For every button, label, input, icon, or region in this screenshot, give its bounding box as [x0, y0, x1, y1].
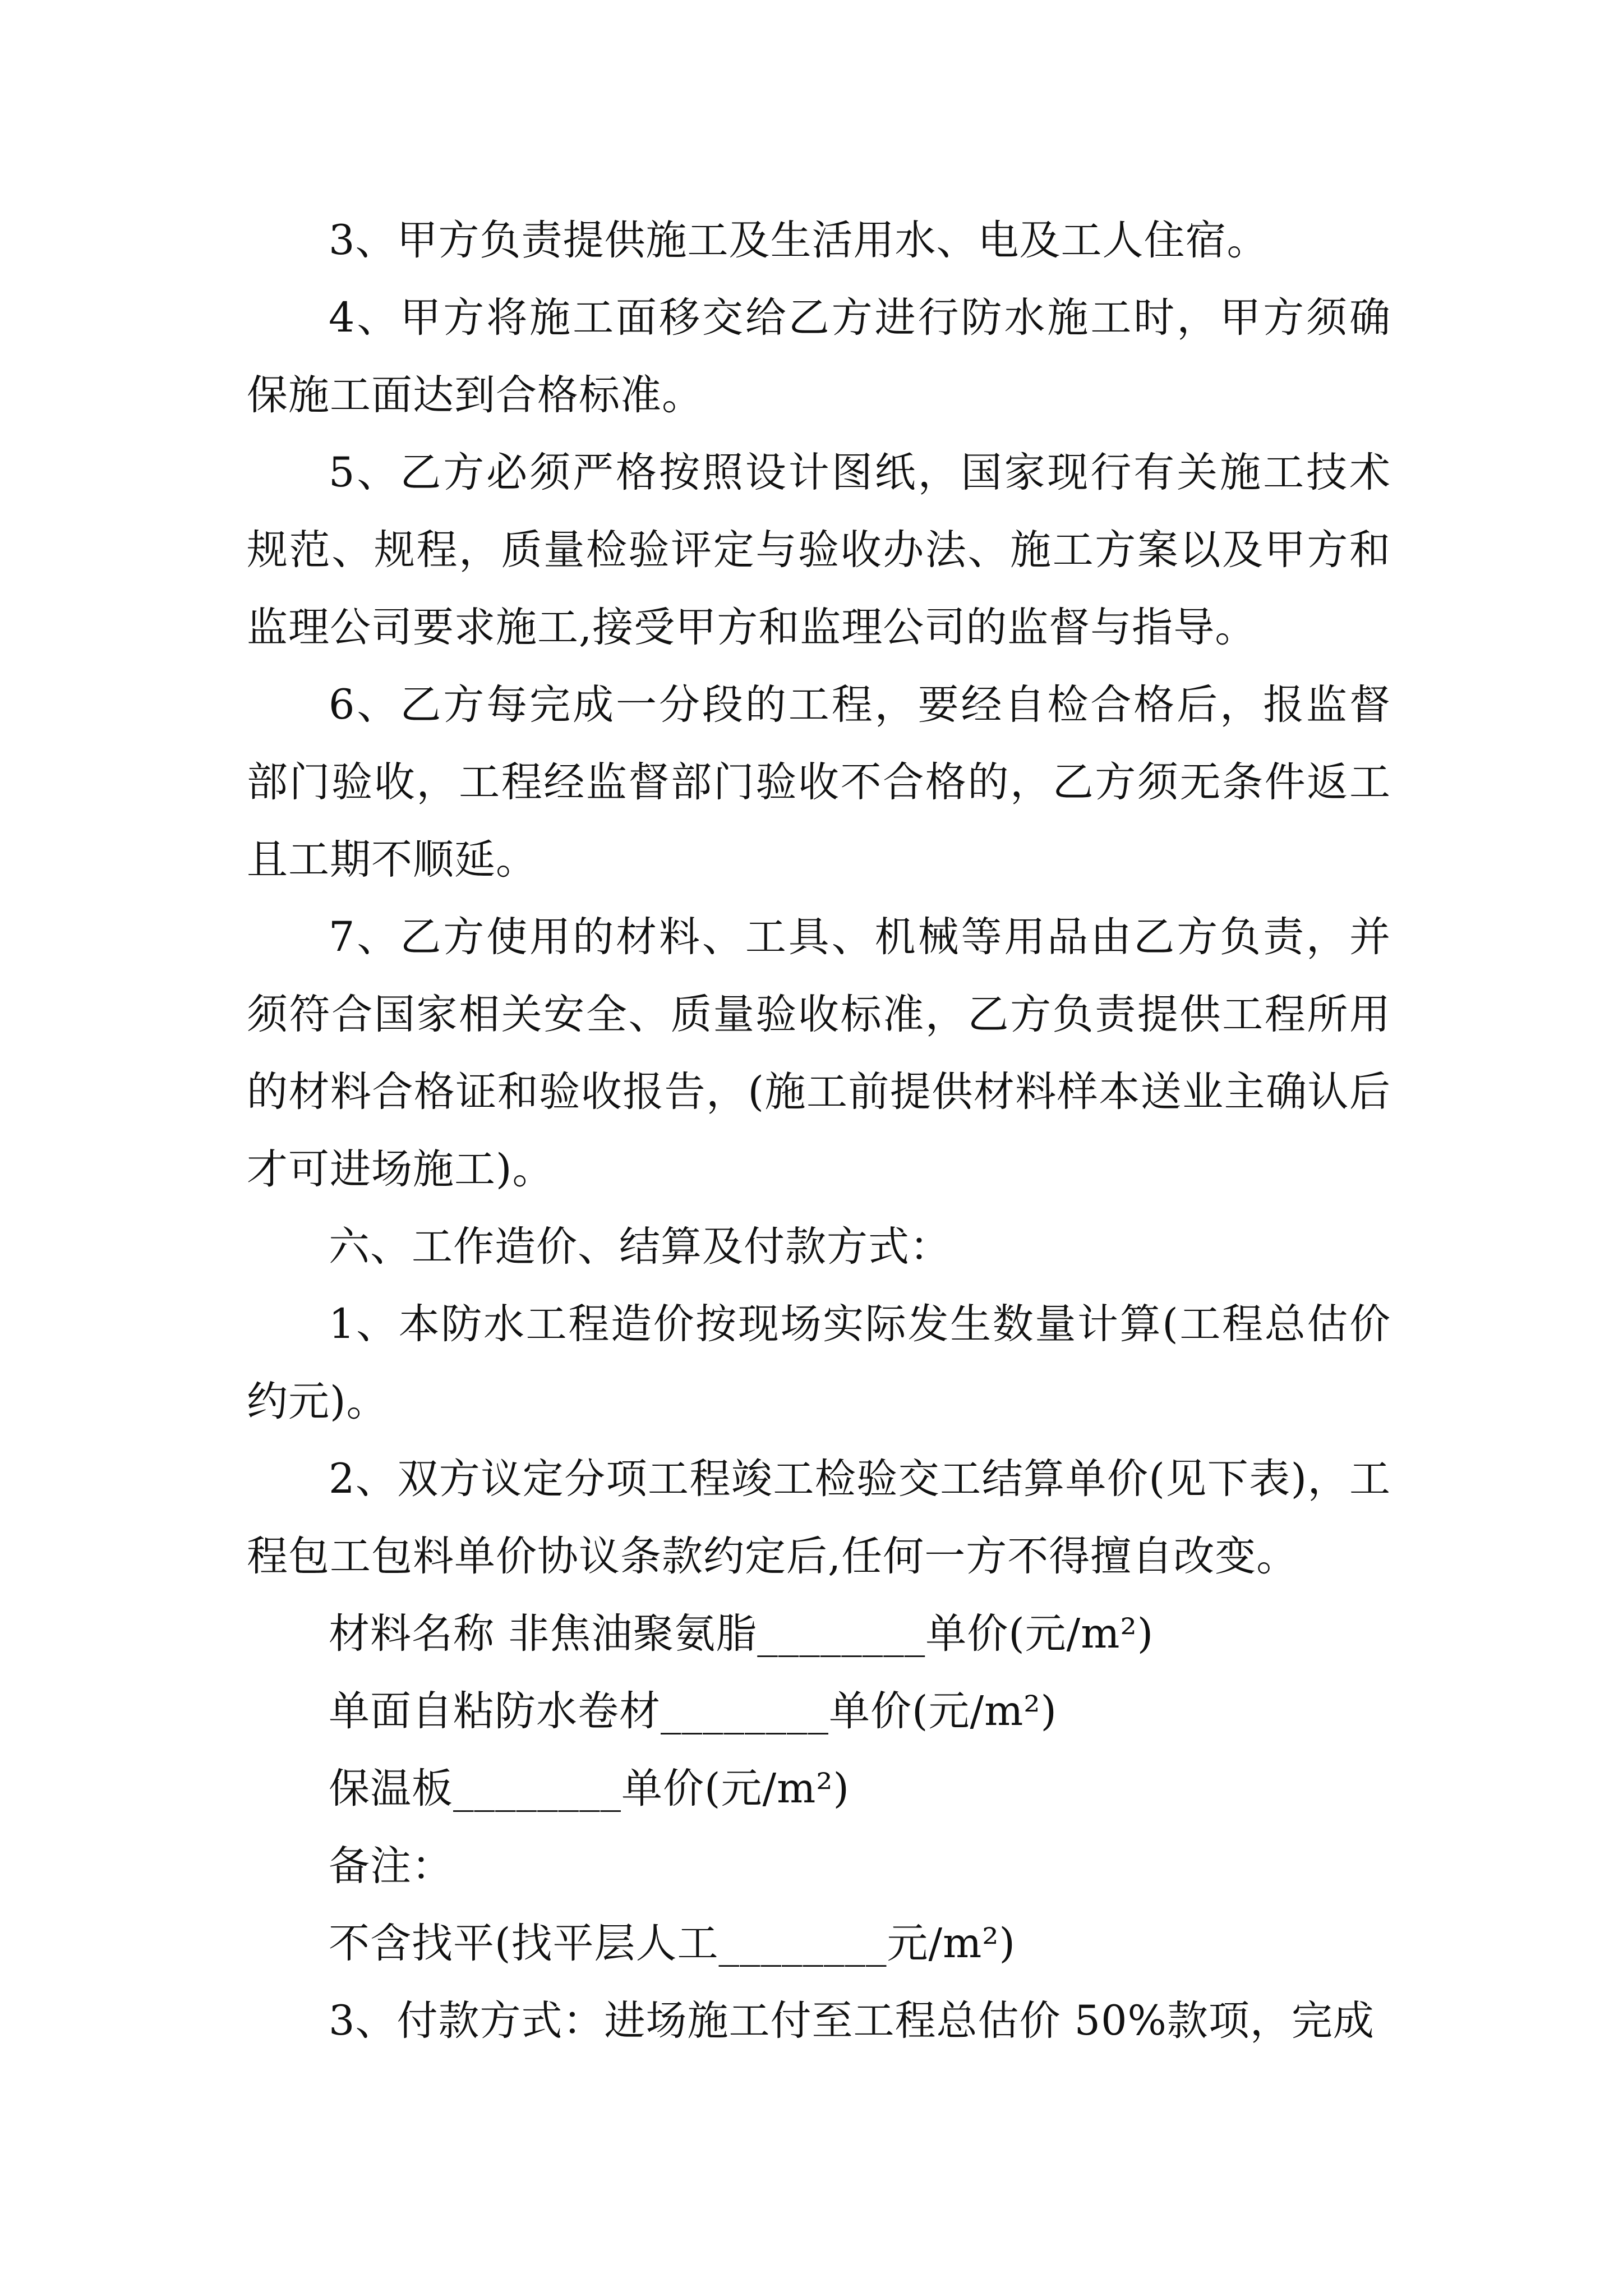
remarks-label: 备注：: [329, 1842, 453, 1890]
document-body: [247, 202, 1391, 2060]
paragraph-clause-3: 3、甲方负责提供施工及生活用水、电及工人住宿。: [329, 217, 1269, 264]
paragraph-pricing-2: 2、双方议定分项工程竣工检验交工结算单价(见下表)，工程包工包料单价协议条款约定后,任何一方不得擅自改变。: [247, 1455, 1391, 1580]
paragraph-payment: 3、付款方式：进场施工付至工程总估价 50%款项，完成: [329, 1997, 1375, 2045]
paragraph-clause-5: 5、乙方必须严格按照设计图纸，国家现行有关施工技术规范、规程，质量检验评定与验收办法、施工方案以及甲方和监理公司要求施工,接受甲方和监理公司的监督与指导。: [247, 449, 1391, 651]
price-line-polyurethane: 材料名称 非焦油聚氨脂________单价(元/m²): [329, 1610, 1154, 1658]
price-line-membrane: 单面自粘防水卷材________单价(元/m²): [329, 1687, 1058, 1735]
price-line-insulation-board: 保温板________单价(元/m²): [329, 1765, 850, 1812]
section-heading-pricing: 六、工作造价、结算及付款方式：: [329, 1223, 951, 1271]
paragraph-clause-6: 6、乙方每完成一分段的工程，要经自检合格后，报监督部门验收，工程经监督部门验收不合格的，乙方须无条件返工且工期不顺延。: [247, 681, 1391, 884]
paragraph-clause-7: 7、乙方使用的材料、工具、机械等用品由乙方负责，并须符合国家相关安全、质量验收标准，乙方负责提供工程所用的材料合格证和验收报告，(施工前提供材料样本送业主确认后才可进场施工)。: [247, 913, 1391, 1193]
remarks-leveling: 不含找平(找平层人工________元/m²): [329, 1920, 1016, 1967]
paragraph-clause-4: 4、甲方将施工面移交给乙方进行防水施工时，甲方须确保施工面达到合格标准。: [247, 294, 1391, 419]
paragraph-pricing-1: 1、本防水工程造价按现场实际发生数量计算(工程总估价约元)。: [247, 1300, 1391, 1425]
